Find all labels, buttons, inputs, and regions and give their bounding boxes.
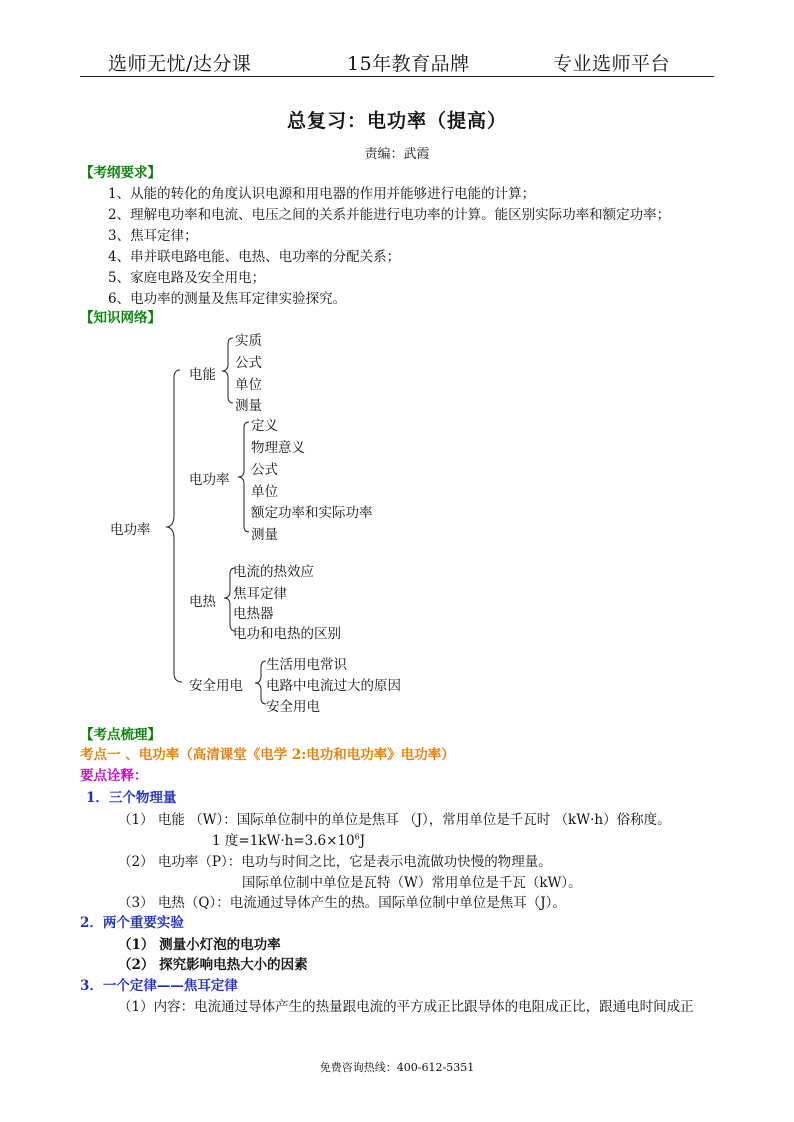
tree-leaf: 定义 [251,418,278,434]
page-title: 总复习：电功率（提高） [286,110,507,132]
s3-line-1: （1）内容：电流通过导体产生的热量跟电流的平方成正比跟导体的电阻成正比，跟通电时间成正 [118,999,694,1015]
s1-line-3: （2） 电功率（P）：电功与时间之比，它是表示电流做功快慢的物理量。 [118,854,552,870]
tree-leaf: 测量 [251,527,278,543]
tree-leaf: 公式 [235,355,262,371]
syllabus-item-2: 2、理解电功率和电流、电压之间的关系并能进行电功率的计算。能区别实际功率和额定功率； [108,207,671,223]
tree-leaf: 电流的热效应 [233,564,314,580]
s1-line-5: （3） 电热（Q）：电流通过导体产生的热。国际单位制中单位是焦耳（J）。 [118,895,566,911]
tree-leaf: 物理意义 [251,440,305,456]
subsection-3-title: 3．一个定律——焦耳定律 [80,978,238,994]
tree-leaf: 测量 [235,398,262,414]
s1-line-4: 国际单位制中单位是瓦特（W）常用单位是千瓦（kW）。 [242,875,582,891]
tree-branch-4: 安全用电 [189,678,243,694]
syllabus-item-3: 3、焦耳定律； [108,228,198,244]
s2-line-2: （2） 探究影响电热大小的因素 [118,957,308,973]
tree-leaf: 实质 [235,333,262,349]
root-brace [166,370,182,682]
tree-leaf: 电热器 [233,606,274,622]
tree-branch-2: 电功率 [189,472,230,488]
s1-line-1: （1） 电能 （W）：国际单位制中的单位是焦耳 （J），常用单位是千瓦时 （kW·h）俗称度。 [118,812,671,828]
tree-root: 电功率 [110,522,151,538]
brace-anquan [255,661,266,704]
subsection-1-title: 1．三个物理量 [86,790,177,806]
tree-branch-1: 电能 [189,367,216,383]
network-heading: 【知识网络】 [80,310,161,326]
editor-credit: 责编：武霞 [364,147,430,162]
tree-leaf: 安全用电 [266,699,320,715]
tree-leaf: 单位 [235,377,262,393]
header-center: 15年教育品牌 [347,53,470,75]
tree-leaf: 公式 [251,462,278,478]
subsection-2-title: 2．两个重要实验 [80,915,184,931]
explain-heading: 要点诠释： [80,768,148,784]
s2-line-1: （1） 测量小灯泡的电功率 [118,937,281,953]
point-one-title: 考点一 、电功率（高清课堂《电学 2:电功和电功率》电功率） [80,747,455,763]
header-left: 选师无忧/达分课 [108,53,252,75]
tree-leaf: 额定功率和实际功率 [251,505,373,521]
syllabus-item-4: 4、串并联电路电能、电热、电功率的分配关系； [108,249,401,265]
syllabus-item-1: 1、从能的转化的角度认识电源和用电器的作用并能够进行电能的计算； [108,186,536,202]
brace-dianneng [222,338,233,403]
tree-leaf: 电路中电流过大的原因 [266,678,401,694]
brace-diangonglv [238,422,249,532]
syllabus-item-5: 5、家庭电路及安全用电； [108,270,266,286]
tree-leaf: 生活用电常识 [266,657,347,673]
header-right: 专业选师平台 [553,53,671,75]
tree-leaf: 单位 [251,484,278,500]
footer-hotline: 免费咨询热线：400-612-5351 [319,1061,475,1074]
tree-leaf: 焦耳定律 [233,586,287,602]
syllabus-item-6: 6、电功率的测量及焦耳定律实验探究。 [108,291,347,307]
syllabus-heading: 【考纲要求】 [80,165,161,181]
tree-leaf: 电功和电热的区别 [233,626,341,642]
s1-line-2: 1 度$=1kW\cdot h=3.6\times 10^6J$ [212,832,366,849]
tree-branch-3: 电热 [189,594,216,610]
review-heading: 【考点梳理】 [80,727,161,743]
